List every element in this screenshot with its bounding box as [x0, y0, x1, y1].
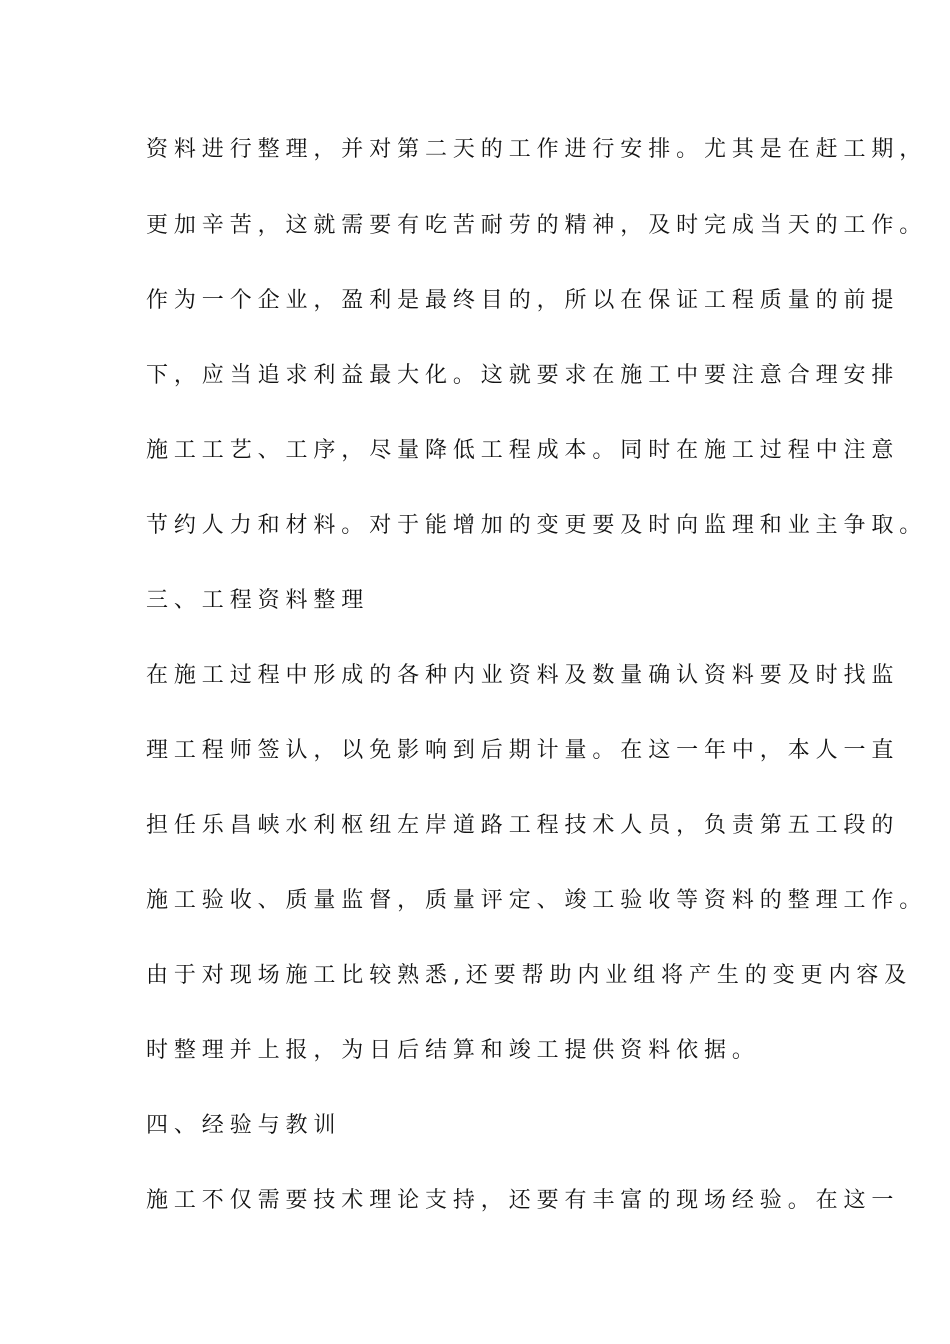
- paragraph-line: 施工验收、质量监督，质量评定、竣工验收等资料的整理工作。: [146, 888, 928, 913]
- section-heading: 四、经验与教训: [146, 1113, 342, 1138]
- paragraph-line: 更加辛苦，这就需要有吃苦耐劳的精神，及时完成当天的工作。: [146, 213, 928, 238]
- paragraph-line: 担任乐昌峡水利枢纽左岸道路工程技术人员，负责第五工段的: [146, 813, 900, 838]
- paragraph-line: 时整理并上报，为日后结算和竣工提供资料依据。: [146, 1038, 760, 1063]
- paragraph-line: 施工不仅需要技术理论支持，还要有丰富的现场经验。在这一: [146, 1188, 900, 1213]
- paragraph-line: 施工工艺、工序，尽量降低工程成本。同时在施工过程中注意: [146, 438, 900, 463]
- paragraph-line: 资料进行整理，并对第二天的工作进行安排。尤其是在赶工期，: [146, 137, 928, 162]
- paragraph-line: 理工程师签认，以免影响到后期计量。在这一年中，本人一直: [146, 738, 900, 763]
- paragraph-line: 节约人力和材料。对于能增加的变更要及时向监理和业主争取。: [146, 513, 928, 538]
- paragraph-line: 在施工过程中形成的各种内业资料及数量确认资料要及时找监: [146, 663, 900, 688]
- paragraph-line: 作为一个企业，盈利是最终目的，所以在保证工程质量的前提: [146, 288, 900, 313]
- section-heading: 三、工程资料整理: [146, 588, 370, 613]
- paragraph-line: 由于对现场施工比较熟悉,还要帮助内业组将产生的变更内容及: [146, 963, 913, 988]
- paragraph-line: 下，应当追求利益最大化。这就要求在施工中要注意合理安排: [146, 363, 900, 388]
